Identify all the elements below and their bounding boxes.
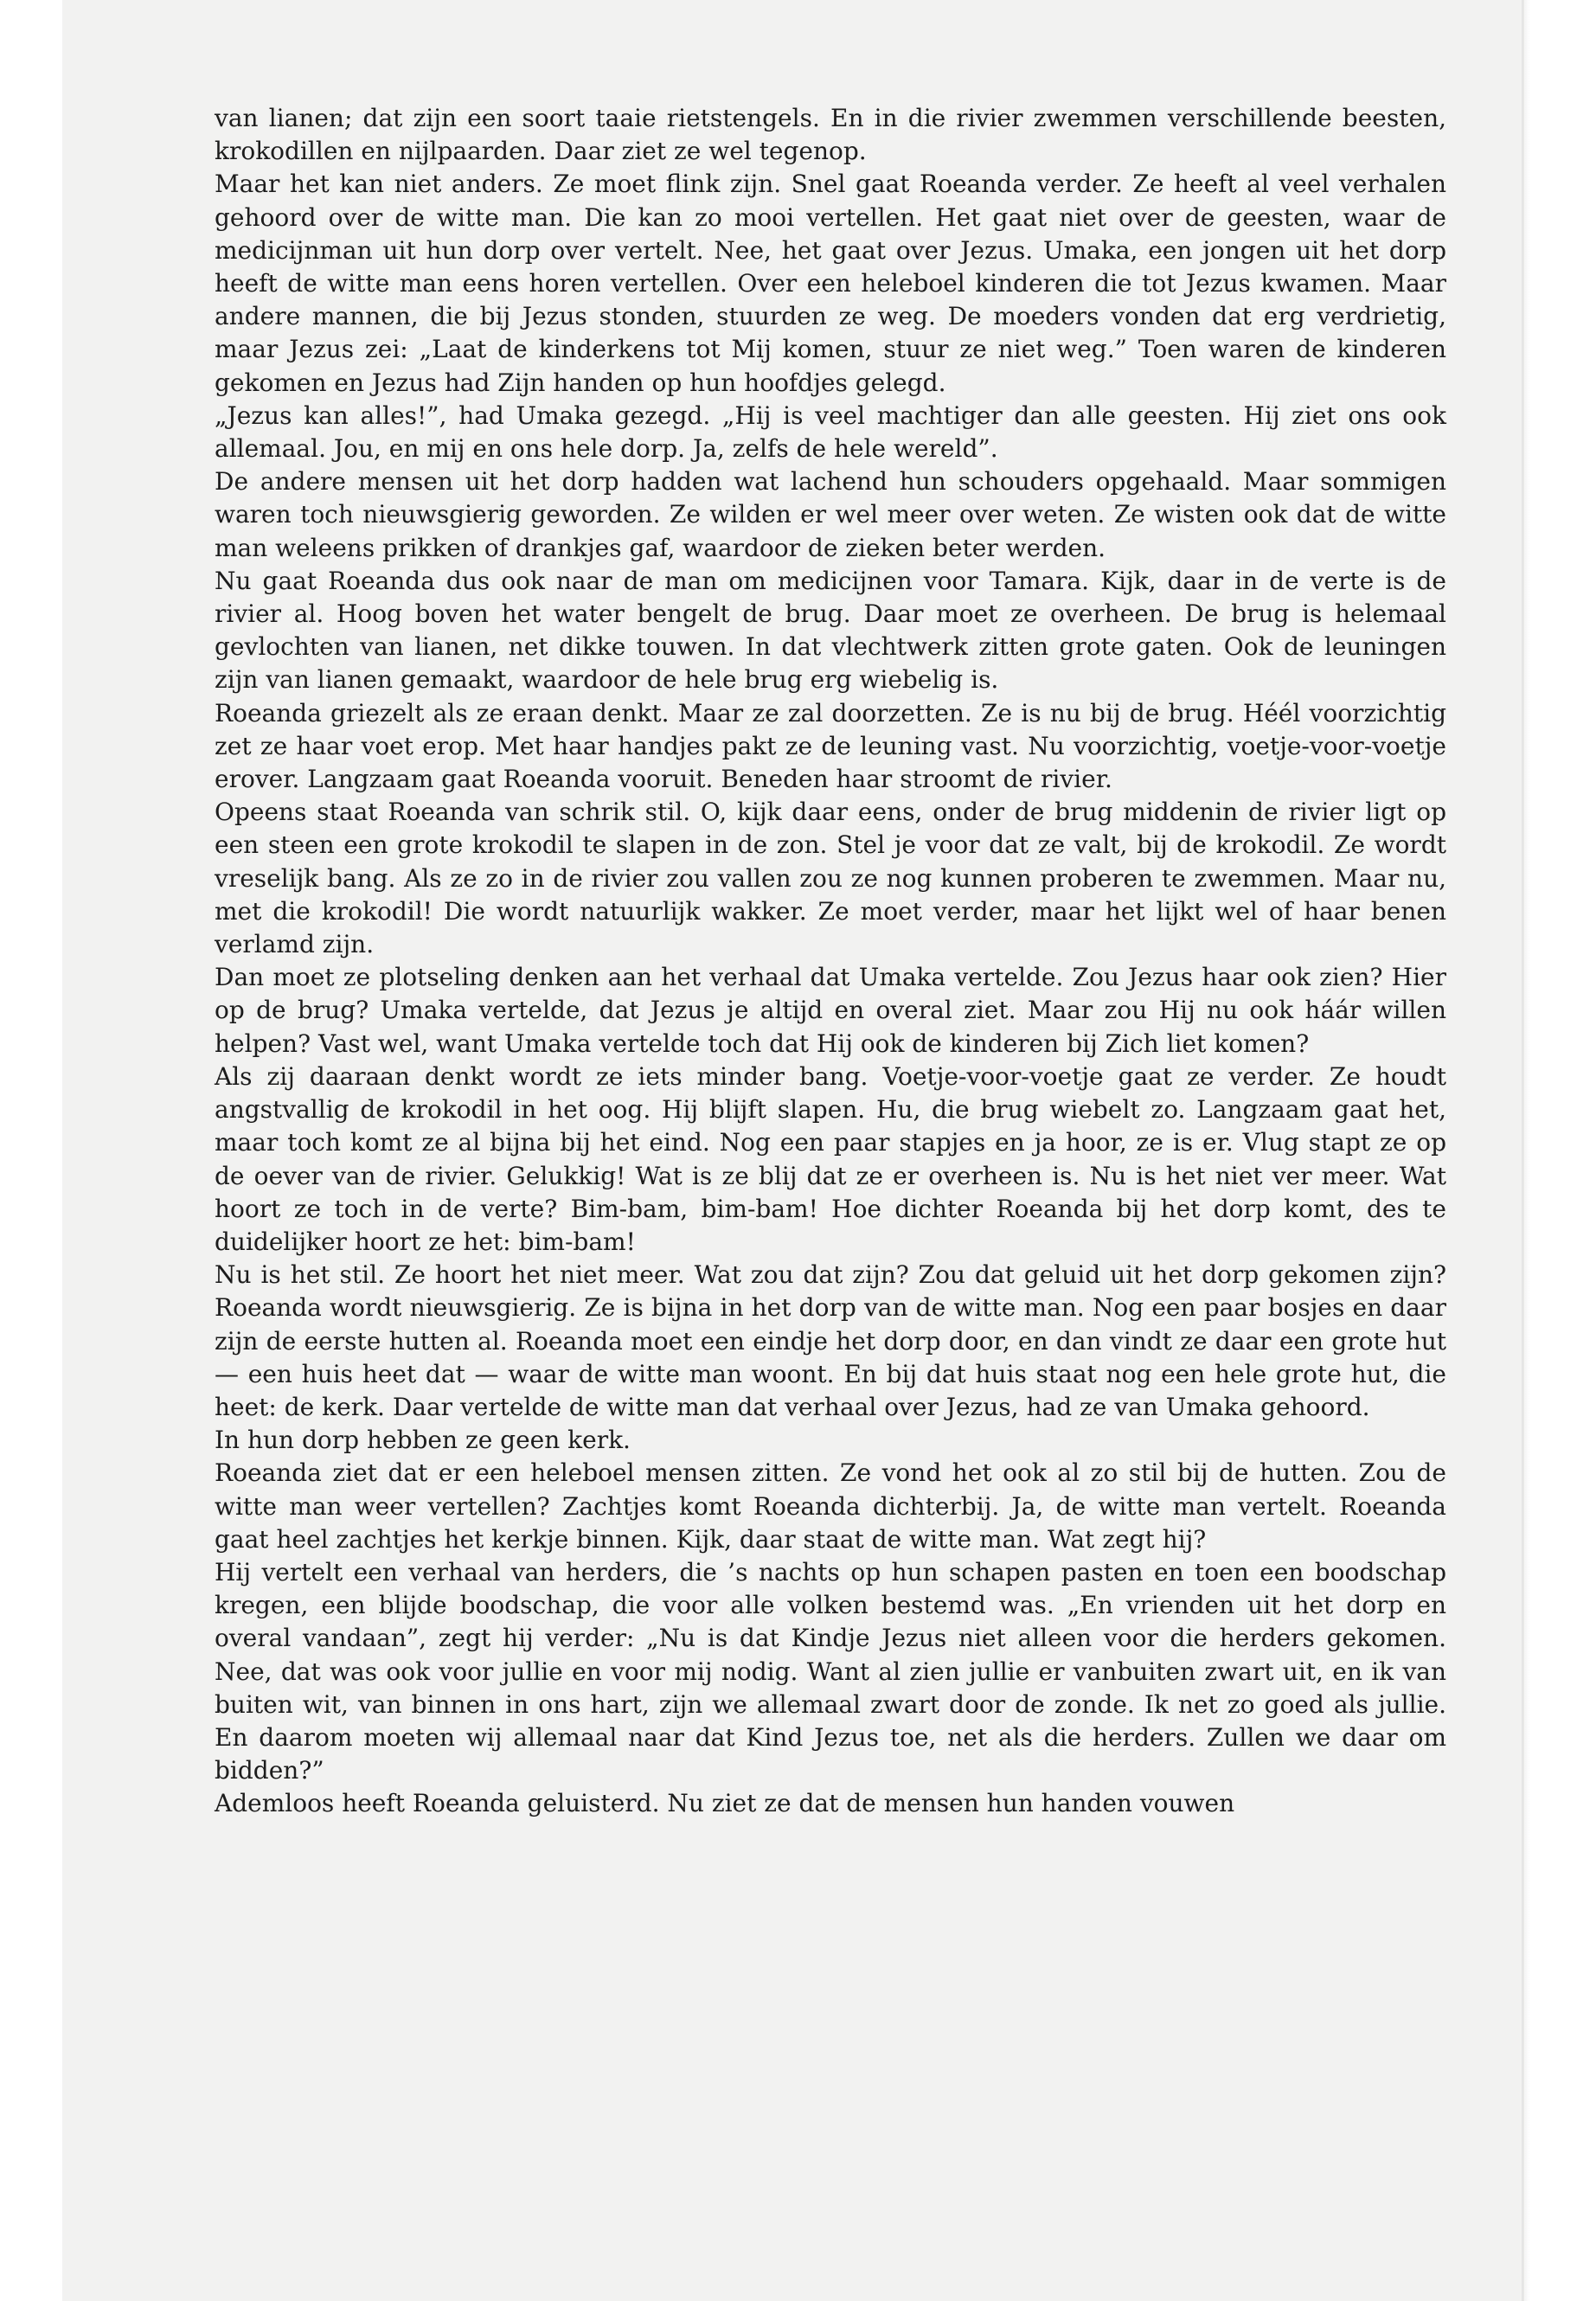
paragraph-11: In hun dorp hebben ze geen kerk. (215, 1426, 631, 1455)
paragraph-14: Ademloos heeft Roeanda geluisterd. Nu ziet ze dat de mensen hun handen vouwen (215, 1789, 1235, 1818)
paragraph-3: „Jezus kan alles!”, had Umaka gezegd. „Hij is veel machtiger dan alle geesten. Hij ziet ons ook allemaal. Jou, en mij en ons hele dorp. Ja, zelfs de hele wereld”. (215, 401, 1446, 464)
paragraph-6: Roeanda griezelt als ze eraan denkt. Maar ze zal doorzetten. Ze is nu bij de brug. Héél voorzichtig zet ze haar voet erop. Met haar handjes pakt ze de leuning vast. Nu voorzichtig, voetje-voor-voetje erover. Langzaam gaat Roeanda vooruit. Beneden haar stroomt de rivier. (215, 698, 1446, 794)
paragraph-5: Nu gaat Roeanda dus ook naar de man om medicijnen voor Tamara. Kijk, daar in de verte is de rivier al. Hoog boven het water bengelt de brug. Daar moet ze overheen. De brug is helemaal gevlochten van lianen, net dikke touwen. In dat vlechtwerk zitten grote gaten. Ook de leuningen zijn van lianen gemaakt, waardoor de hele brug erg wiebelig is. (215, 566, 1446, 695)
page-edge-shadow (1522, 0, 1530, 2301)
paragraph-4: De andere mensen uit het dorp hadden wat lachend hun schouders opgehaald. Maar sommigen waren toch nieuwsgierig geworden. Ze wilden er wel meer over weten. Ze wisten ook dat de witte man weleens prikken of drankjes gaf, waardoor de zieken beter werden. (215, 467, 1446, 562)
paragraph-1: van lianen; dat zijn een soort taaie rietstengels. En in die rivier zwemmen verschillende beesten, krokodillen en nijlpaarden. Daar ziet ze wel tegenop. (215, 104, 1446, 166)
paragraph-12: Roeanda ziet dat er een heleboel mensen zitten. Ze vond het ook al zo stil bij de hutten. Zou de witte man weer vertellen? Zachtjes komt Roeanda dichterbij. Ja, de witte man vertelt. Roeanda gaat heel zachtjes het kerkje binnen. Kijk, daar staat de witte man. Wat zegt hij? (215, 1458, 1446, 1554)
paragraph-2: Maar het kan niet anders. Ze moet flink zijn. Snel gaat Roeanda verder. Ze heeft al veel verhalen gehoord over de witte man. Die kan zo mooi vertellen. Het gaat niet over de geesten, waar de medicijnman uit hun dorp over vertelt. Nee, het gaat over Jezus. Umaka, een jongen uit het dorp heeft de witte man eens horen vertellen. Over een heleboel kinderen die tot Jezus kwamen. Maar andere mannen, die bij Jezus stonden, stuurden ze weg. De moeders vonden dat erg verdrietig, maar Jezus zei: „Laat de kinderkens tot Mij komen, stuur ze niet weg.” Toen waren de kinderen gekomen en Jezus had Zijn handen op hun hoofdjes gelegd. (215, 170, 1446, 397)
paragraph-7: Opeens staat Roeanda van schrik stil. O, kijk daar eens, onder de brug middenin de rivier ligt op een steen een grote krokodil te slapen in de zon. Stel je voor dat ze valt, bij de krokodil. Ze wordt vreselijk bang. Als ze zo in de rivier zou vallen zou ze nog kunnen proberen te zwemmen. Maar nu, met die krokodil! Die wordt natuurlijk wakker. Ze moet verder, maar het lijkt wel of haar benen verlamd zijn. (215, 798, 1446, 959)
paragraph-10: Nu is het stil. Ze hoort het niet meer. Wat zou dat zijn? Zou dat geluid uit het dorp gekomen zijn? Roeanda wordt nieuwsgierig. Ze is bijna in het dorp van de witte man. Nog een paar bosjes en daar zijn de eerste hutten al. Roeanda moet een eindje het dorp door, en dan vindt ze daar een grote hut — een huis heet dat — waar de witte man woont. En bij dat huis staat nog een hele grote hut, die heet: de kerk. Daar vertelde de witte man dat verhaal over Jezus, had ze van Umaka gehoord. (215, 1260, 1446, 1421)
paragraph-9: Als zij daaraan denkt wordt ze iets minder bang. Voetje-voor-voetje gaat ze verder. Ze houdt angstvallig de krokodil in het oog. Hij blijft slapen. Hu, die brug wiebelt zo. Langzaam gaat het, maar toch komt ze al bijna bij het eind. Nog een paar stapjes en ja hoor, ze is er. Vlug stapt ze op de oever van de rivier. Gelukkig! Wat is ze blij dat ze er overheen is. Nu is het niet ver meer. Wat hoort ze toch in de verte? Bim-bam, bim-bam! Hoe dichter Roeanda bij het dorp komt, des te duidelijker hoort ze het: bim-bam! (215, 1061, 1446, 1256)
story-text (215, 102, 1446, 1821)
paragraph-8: Dan moet ze plotseling denken aan het verhaal dat Umaka vertelde. Zou Jezus haar ook zien? Hier op de brug? Umaka vertelde, dat Jezus je altijd en overal ziet. Maar zou Hij nu ook háár willen helpen? Vast wel, want Umaka vertelde toch dat Hij ook de kinderen bij Zich liet komen? (215, 963, 1446, 1058)
paragraph-13: Hij vertelt een verhaal van herders, die ’s nachts op hun schapen pasten en toen een boodschap kregen, een blijde boodschap, die voor alle volken bestemd was. „En vrienden uit het dorp en overal vandaan”, zegt hij verder: „Nu is dat Kindje Jezus niet alleen voor die herders gekomen. Nee, dat was ook voor jullie en voor mij nodig. Want al zien jullie er vanbuiten zwart uit, en ik van buiten wit, van binnen in ons hart, zijn we allemaal zwart door de zonde. Ik net zo goed als jullie. En daarom moeten wij allemaal naar dat Kind Jezus toe, net als die herders. Zullen we daar om bidden?” (215, 1557, 1446, 1785)
